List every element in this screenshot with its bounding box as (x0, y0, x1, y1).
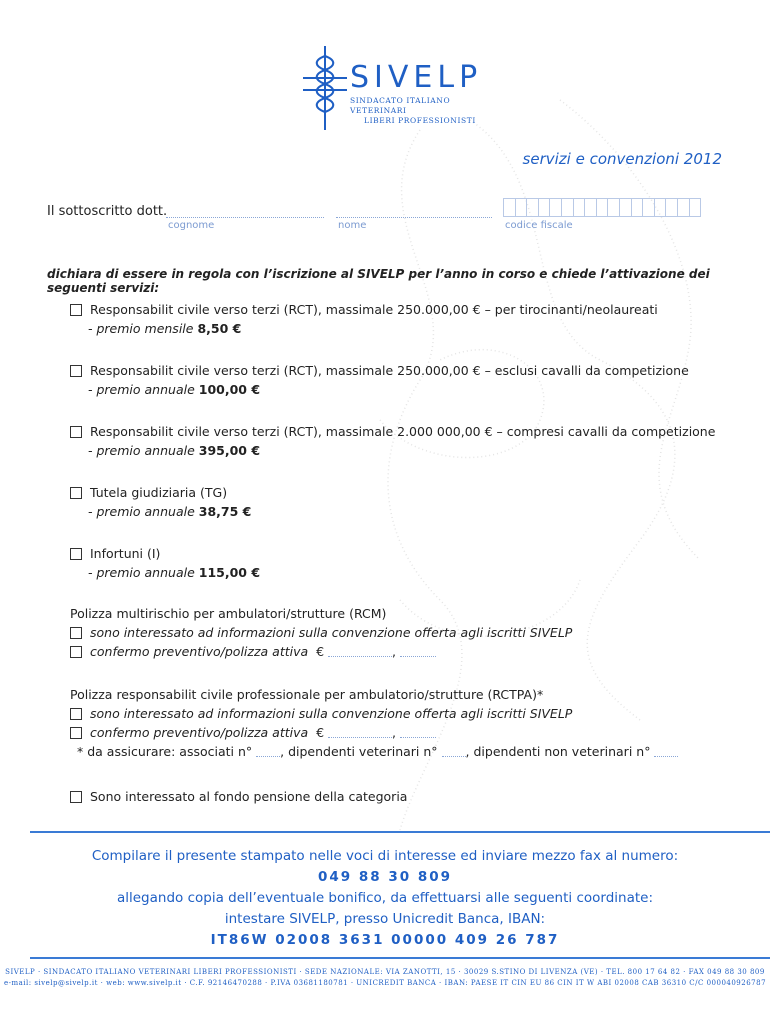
service-label: Responsabilit civile verso terzi (RCT), massimale 2.000 000,00 € – compresi cavalli da competizione (90, 424, 716, 439)
footer (0, 967, 770, 989)
rcm-comma: , (392, 644, 397, 659)
rctpa-euro: € (316, 725, 325, 740)
service-checkbox[interactable] (70, 548, 82, 560)
service-checkbox[interactable] (70, 487, 82, 499)
surname-caption: cognome (168, 220, 215, 231)
pension-fund (70, 787, 407, 806)
service-label: Responsabilit civile verso terzi (RCT), massimale 250.000,00 € – per tirocinanti/neolaureati (90, 302, 658, 317)
rctpa-note-mid1: , dipendenti veterinari n° (280, 744, 438, 759)
surname-field[interactable] (166, 217, 324, 218)
rctpa-info-checkbox[interactable] (70, 708, 82, 720)
pension-checkbox[interactable] (70, 791, 82, 803)
brand-subtitle-line1: SINDACATO ITALIANO VETERINARI (350, 96, 451, 115)
service-checkbox[interactable] (70, 365, 82, 377)
divider-bottom (30, 957, 770, 959)
rctpa-heading: Polizza responsabilit civile professionale per ambulatorio/strutture (RCTPA)* (70, 687, 544, 702)
rcm-euro: € (316, 644, 325, 659)
instructions-line2: allegando copia dell’eventuale bonifico, da effettuarsi alle seguenti coordinate: (116, 890, 654, 906)
premium-prefix: - premio annuale (88, 504, 195, 519)
instructions (0, 846, 770, 951)
rctpa-note-prefix: * da assicurare: associati n° (77, 744, 253, 759)
brand-subtitle-line2: LIBERI PROFESSIONISTI (364, 116, 476, 125)
premium-value: 115,00 € (198, 565, 261, 580)
caduceus-logo-icon (300, 44, 350, 134)
premium-prefix: - premio annuale (88, 443, 195, 458)
instructions-line3: intestare SIVELP, presso Unicredit Banca, IBAN: (224, 911, 546, 927)
service-rct-trainees (70, 300, 658, 338)
rcm-section (70, 604, 572, 661)
sivelp-logo (300, 44, 500, 134)
rcm-heading: Polizza multirischio per ambulatori/strutture (RCM) (70, 606, 387, 621)
rctpa-confirm-checkbox[interactable] (70, 727, 82, 739)
rctpa-amount-field[interactable] (328, 726, 392, 738)
pension-label: Sono interessato al fondo pensione della categoria (90, 789, 408, 804)
iban: IT86W 02008 3631 00000 409 26 787 (210, 932, 560, 948)
name-caption: nome (338, 220, 367, 231)
rctpa-info-label: sono interessato ad informazioni sulla convenzione offerta agli iscritti SIVELP (90, 706, 573, 721)
rctpa-confirm-label: confermo preventivo/polizza attiva (90, 725, 309, 740)
premium-prefix: - premio mensile (88, 321, 194, 336)
instructions-line1: Compilare il presente stampato nelle voci di interesse ed inviare mezzo fax al numero: (91, 848, 679, 864)
non-vet-employees-count-field[interactable] (654, 745, 678, 757)
service-label: Tutela giudiziaria (TG) (90, 485, 228, 500)
declaration-text: dichiara di essere in regola con l’iscrizione al SIVELP per l’anno in corso e chiede l’attivazione dei seguenti servizi: (47, 267, 710, 295)
service-rct-no-competition (70, 361, 689, 399)
name-field[interactable] (336, 217, 492, 218)
brand-name: SIVELP (350, 60, 483, 95)
rcm-confirm-label: confermo preventivo/polizza attiva (90, 644, 309, 659)
rctpa-section (70, 685, 678, 761)
divider-top (30, 831, 770, 833)
service-label: Responsabilit civile verso terzi (RCT), massimale 250.000,00 € – esclusi cavalli da competizione (90, 363, 689, 378)
brand-subtitle (350, 96, 500, 126)
footer-line2: e-mail: sivelp@sivelp.it · web: www.sivelp.it · C.F. 92146470288 · P.IVA 03681180781 · UNICREDIT BANCA · IBAN: PAESE IT CIN EU 86 CIN IT W ABI 02008 CAB 36310 C/C 000040926787 (3, 979, 767, 987)
rctpa-note-mid2: , dipendenti non veterinari n° (465, 744, 651, 759)
service-label: Infortuni (I) (90, 546, 161, 561)
fax-number: 049 88 30 809 (317, 869, 453, 885)
vet-employees-count-field[interactable] (442, 745, 466, 757)
premium-value: 8,50 € (197, 321, 242, 336)
rcm-cents-field[interactable] (400, 645, 436, 657)
service-legal-protection (70, 483, 251, 521)
service-accidents (70, 544, 260, 582)
associates-count-field[interactable] (256, 745, 280, 757)
premium-prefix: - premio annuale (88, 382, 195, 397)
rctpa-comma: , (392, 725, 397, 740)
rcm-info-label: sono interessato ad informazioni sulla convenzione offerta agli iscritti SIVELP (90, 625, 573, 640)
tax-code-field[interactable] (503, 198, 700, 217)
service-rct-competition (70, 422, 715, 460)
premium-value: 38,75 € (198, 504, 252, 519)
premium-value: 395,00 € (198, 443, 261, 458)
rcm-confirm-checkbox[interactable] (70, 646, 82, 658)
service-checkbox[interactable] (70, 426, 82, 438)
premium-prefix: - premio annuale (88, 565, 195, 580)
signatory-label: Il sottoscritto dott. (47, 204, 168, 219)
rcm-info-checkbox[interactable] (70, 627, 82, 639)
rctpa-cents-field[interactable] (400, 726, 436, 738)
footer-line1: SIVELP · SINDACATO ITALIANO VETERINARI LIBERI PROFESSIONISTI · SEDE NAZIONALE: VIA ZANOTTI, 15 · 30029 S.STINO DI LIVENZA (VE) · TEL. 800 17 64 82 · FAX 049 88 30 809 (5, 968, 765, 976)
document-title: servizi e convenzioni 2012 (522, 150, 722, 168)
premium-value: 100,00 € (198, 382, 261, 397)
service-checkbox[interactable] (70, 304, 82, 316)
rcm-amount-field[interactable] (328, 645, 392, 657)
tax-code-caption: codice fiscale (505, 220, 573, 231)
